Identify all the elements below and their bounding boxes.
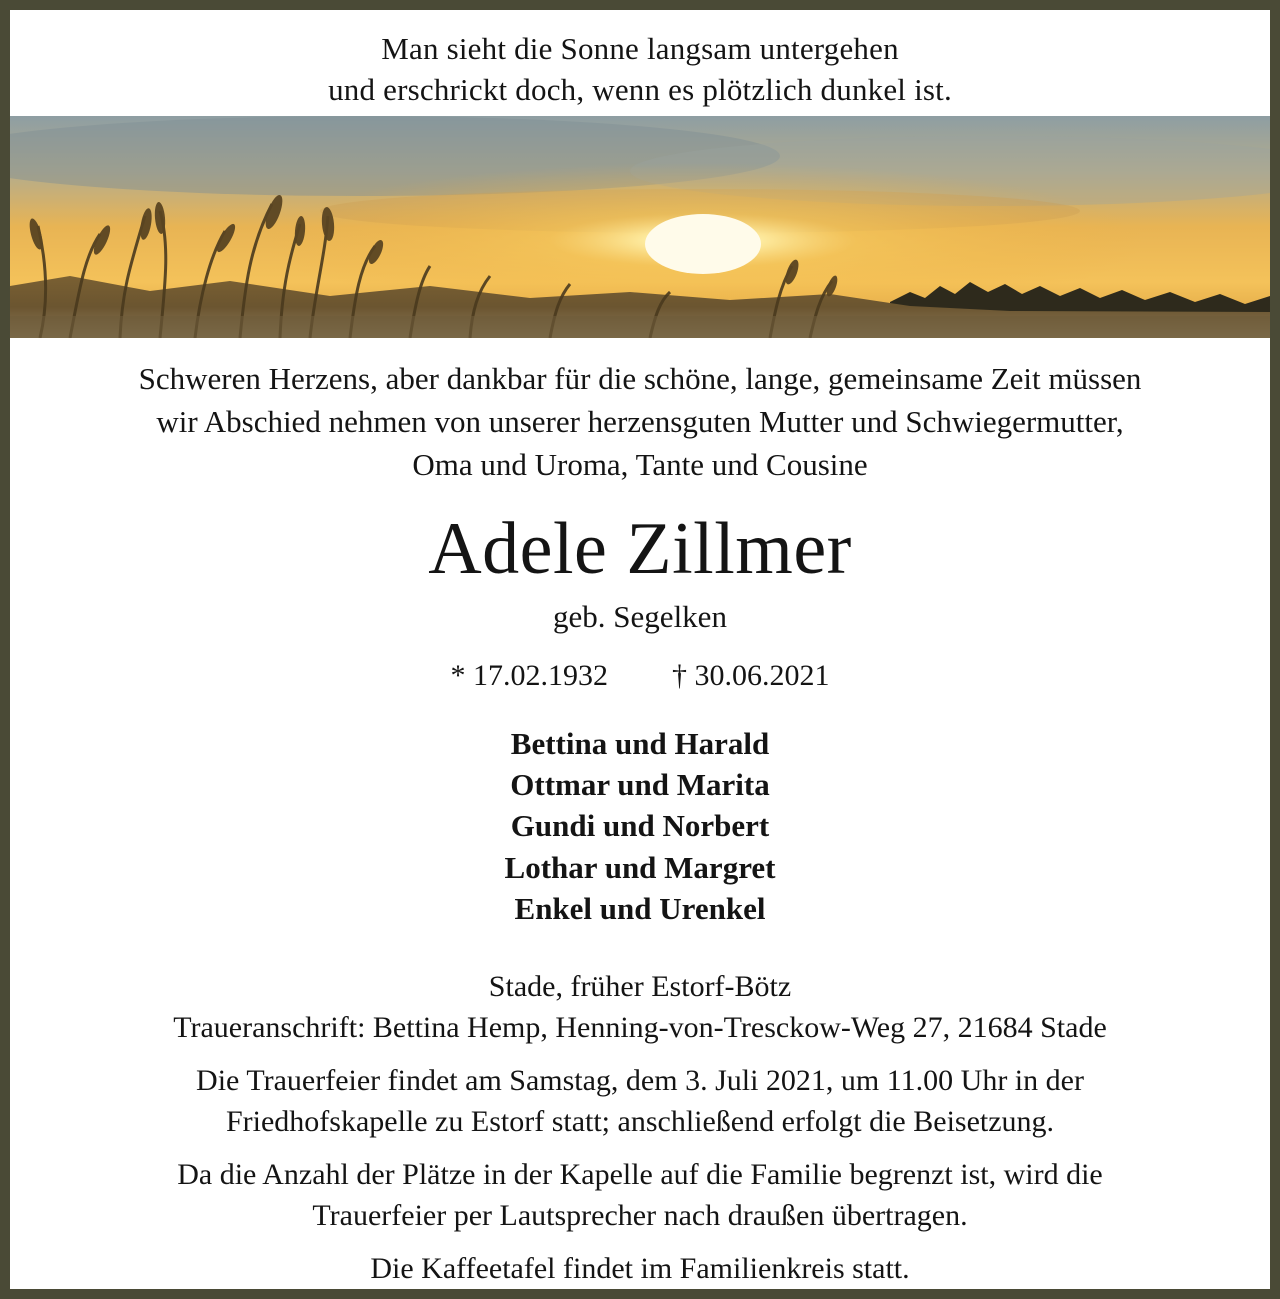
service-line-1: Die Trauerfeier findet am Samstag, dem 3. Juli 2021, um 11.00 Uhr in der bbox=[196, 1064, 1084, 1097]
details bbox=[10, 966, 1270, 1289]
coffee-notice: Die Kaffeetafel findet im Familienkreis statt. bbox=[370, 1252, 910, 1285]
family-member: Gundi und Norbert bbox=[510, 808, 770, 844]
intro-text bbox=[10, 357, 1270, 486]
family-member: Enkel und Urenkel bbox=[514, 890, 766, 926]
address-block bbox=[10, 966, 1270, 1048]
intro-line-1: Schweren Herzens, aber dankbar für die schöne, lange, gemeinsame Zeit müssen bbox=[138, 361, 1142, 396]
poem-line-1: Man sieht die Sonne langsam untergehen bbox=[381, 31, 899, 66]
life-dates bbox=[10, 656, 1270, 696]
place: Stade, früher Estorf-Bötz bbox=[488, 970, 792, 1003]
family-member: Lothar und Margret bbox=[504, 849, 776, 885]
notice-line-1: Da die Anzahl der Plätze in der Kapelle auf die Familie begrenzt ist, wird die bbox=[177, 1158, 1103, 1191]
notice-line-2: Trauerfeier per Lautsprecher nach draußen übertragen. bbox=[312, 1199, 968, 1232]
intro-line-2: wir Abschied nehmen von unserer herzensguten Mutter und Schwiegermutter, bbox=[156, 404, 1124, 439]
deceased-name: Adele Zillmer bbox=[428, 508, 852, 590]
birth-date: * 17.02.1932 bbox=[450, 659, 608, 692]
sunset-field-image bbox=[10, 116, 1270, 338]
intro-line-3: Oma und Uroma, Tante und Cousine bbox=[412, 447, 868, 482]
poem bbox=[10, 28, 1270, 110]
service-line-2: Friedhofskapelle zu Estorf statt; anschließend erfolgt die Beisetzung. bbox=[225, 1105, 1055, 1138]
family-member: Bettina und Harald bbox=[510, 726, 770, 761]
maiden-name: geb. Segelken bbox=[553, 599, 727, 634]
sunset-field-illustration bbox=[10, 116, 1270, 338]
service-info bbox=[10, 1060, 1270, 1142]
poem-line-2: und erschrickt doch, wenn es plötzlich dunkel ist. bbox=[328, 72, 952, 107]
death-date: † 30.06.2021 bbox=[672, 659, 830, 692]
family-member: Ottmar und Marita bbox=[510, 767, 770, 803]
mourning-address: Traueranschrift: Bettina Hemp, Henning-von-Tresckow-Weg 27, 21684 Stade bbox=[173, 1011, 1107, 1044]
capacity-notice bbox=[10, 1154, 1270, 1236]
family-signatures bbox=[10, 723, 1270, 929]
